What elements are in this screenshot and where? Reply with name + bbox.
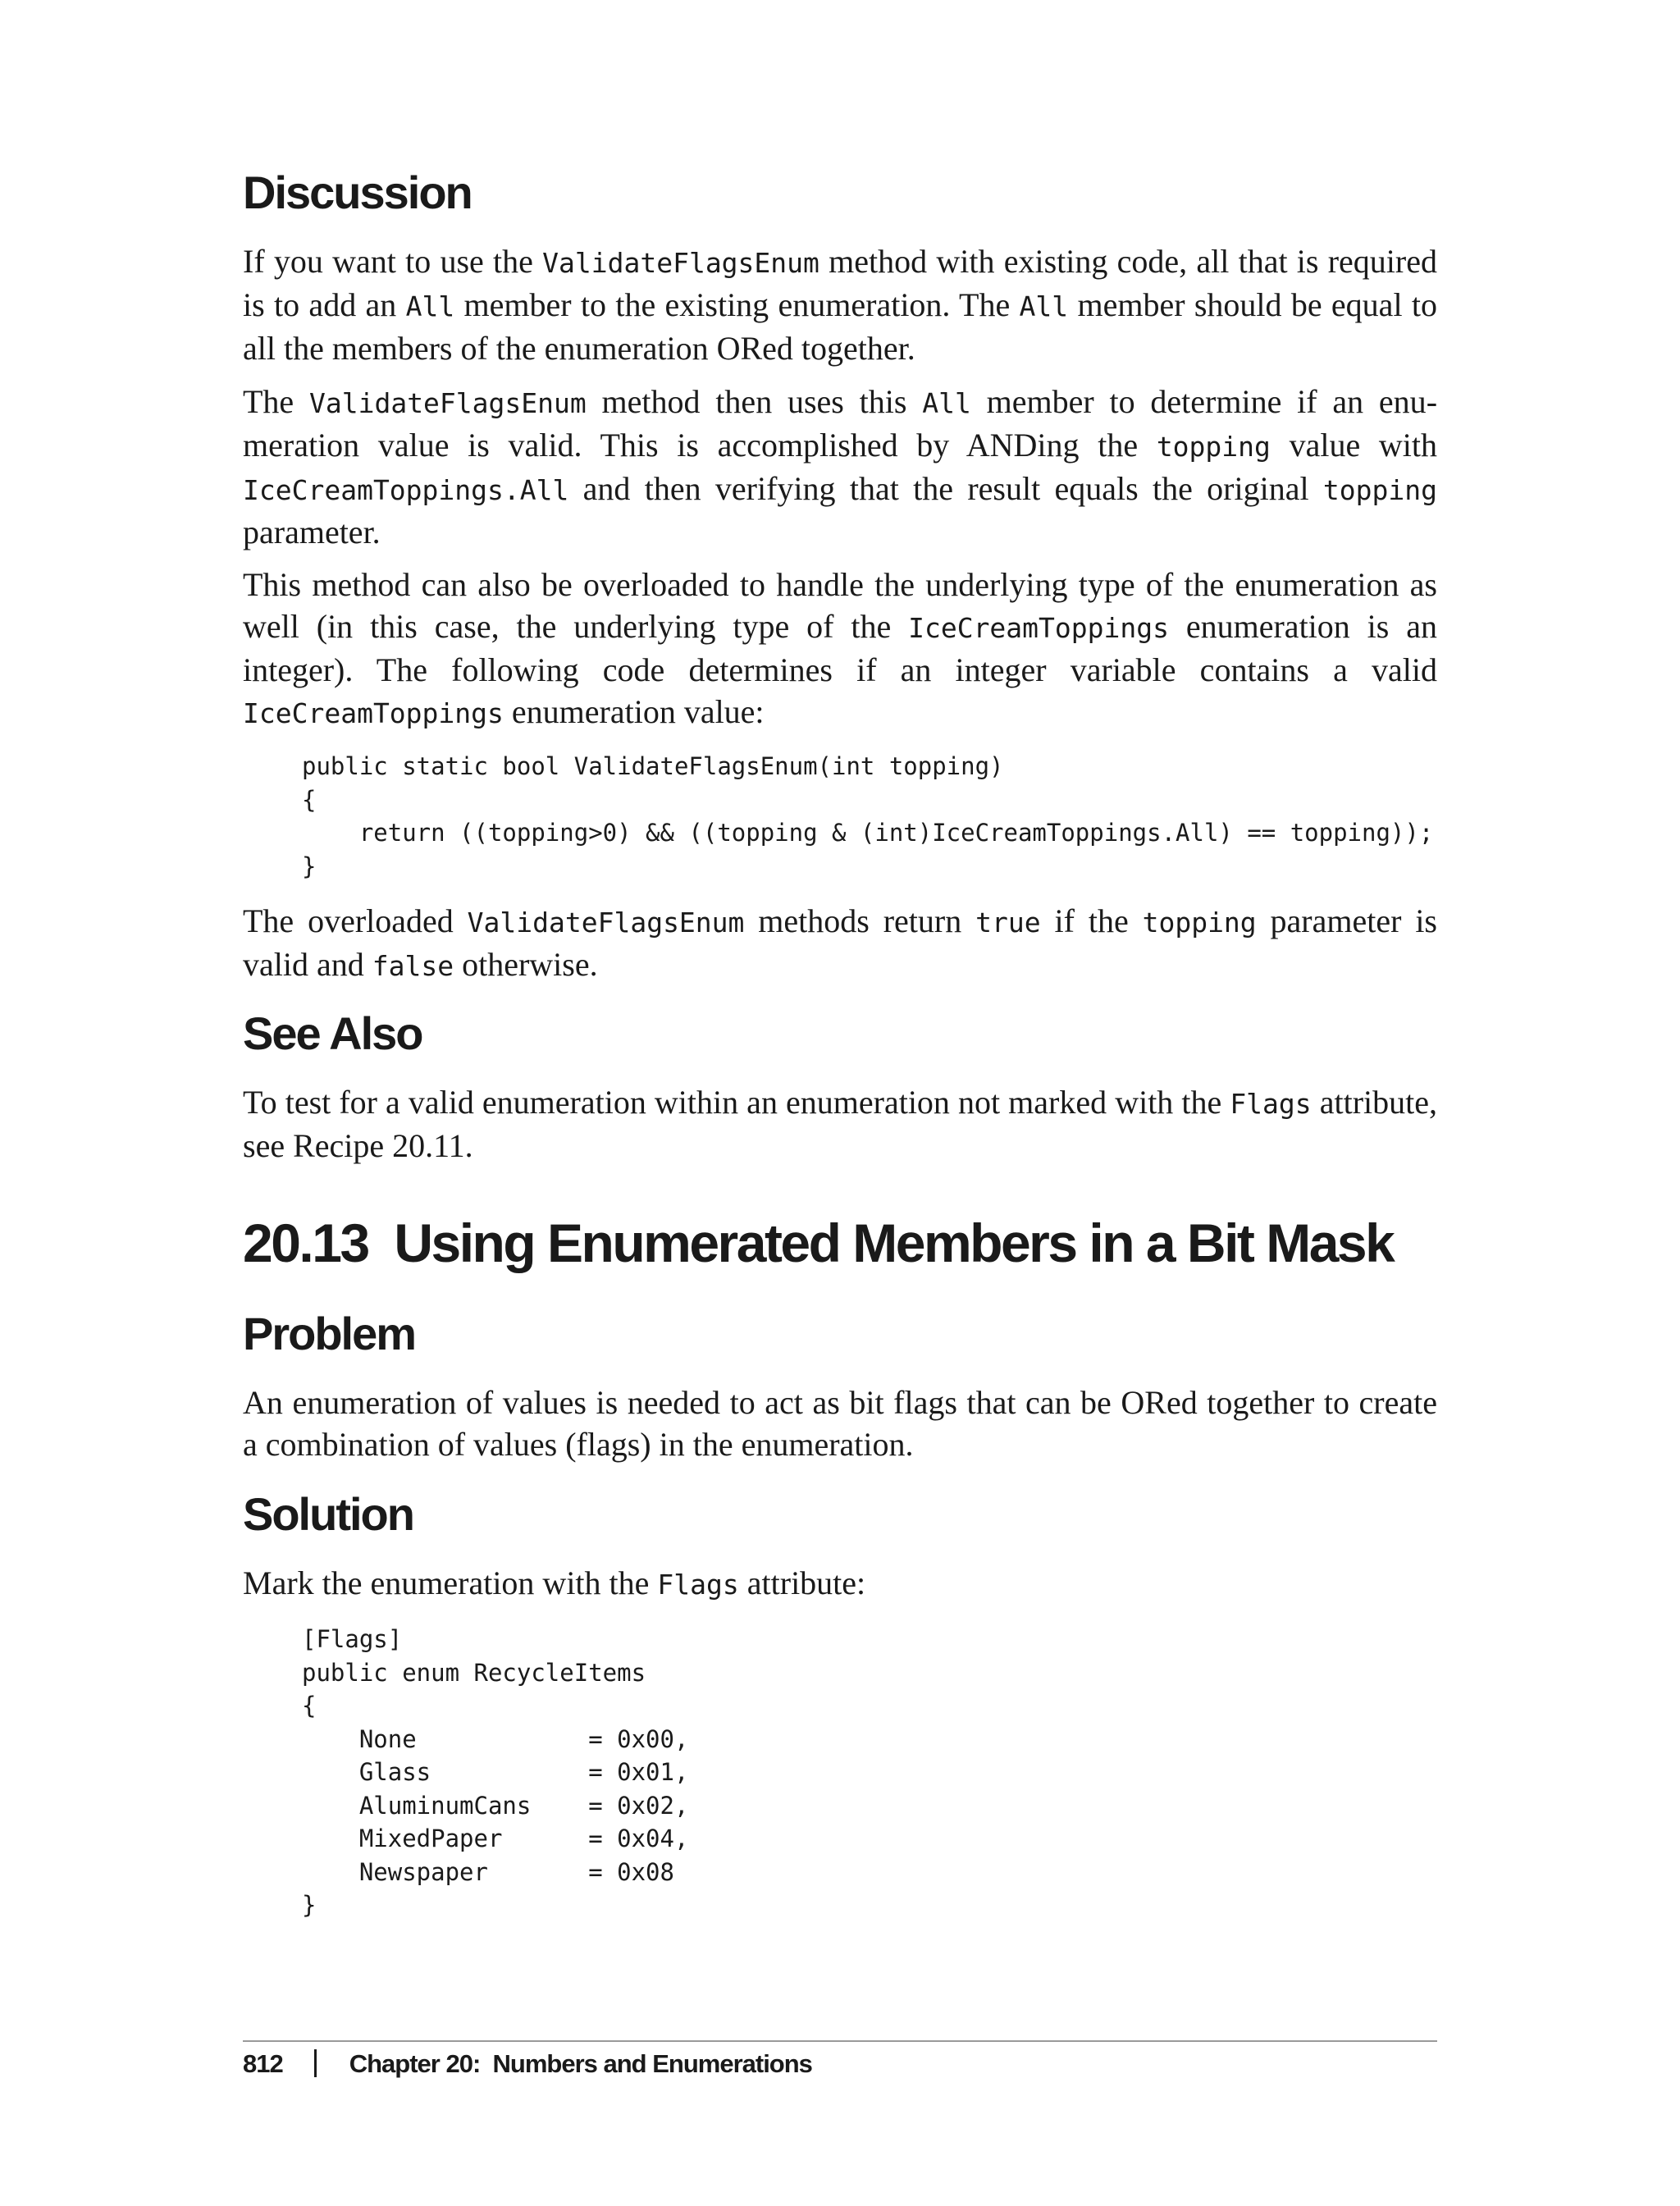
inline-code: All bbox=[922, 387, 971, 419]
inline-code: topping bbox=[1322, 474, 1437, 506]
page-footer bbox=[243, 2049, 812, 2079]
inline-code: ValidateFlagsEnum bbox=[308, 387, 587, 419]
problem-paragraph: An enumeration of values is needed to act as bit flags that can be ORed together to create a combination of values (flags) in the enumeration. bbox=[243, 1384, 1437, 1463]
solution-paragraph: Mark the enumeration with the Flags attribute: bbox=[243, 1564, 866, 1601]
solution-heading: Solution bbox=[243, 1488, 413, 1540]
chapter-title: Chapter 20: Numbers and Enumerations bbox=[349, 2049, 812, 2078]
see-also-paragraph: To test for a valid enumeration within an enumeration not marked with the Flags attribute, see Recipe 20.11. bbox=[243, 1084, 1438, 1164]
inline-code: ValidateFlagsEnum bbox=[542, 247, 819, 279]
inline-code: IceCreamToppings bbox=[908, 612, 1169, 644]
inline-code: true bbox=[975, 907, 1041, 939]
discussion-paragraph-3: This method can also be overloaded to handle the underlying type of the enumeration as well (in this case, the underlying type of the IceCreamToppings enumeration is an integer). The following code determines if an integer variable contains a valid IceCreamToppings enumeration value: bbox=[243, 566, 1437, 730]
inline-code: false bbox=[372, 950, 454, 982]
problem-heading: Problem bbox=[243, 1308, 416, 1359]
see-also-heading: See Also bbox=[243, 1007, 422, 1059]
inline-code: All bbox=[405, 290, 455, 322]
recycle-items-code-block: [Flags] public enum RecycleItems { None = 0x00, Glass = 0x01, AluminumCans = 0x02, MixedPaper = 0x04, Newspaper = 0x08 } bbox=[302, 1625, 689, 1919]
discussion-paragraph-4: The overloaded ValidateFlagsEnum methods return true if the topping parameter is valid and false otherwise. bbox=[243, 902, 1438, 983]
inline-code: All bbox=[1019, 290, 1069, 322]
footer-separator bbox=[314, 2049, 317, 2077]
inline-code: IceCreamToppings bbox=[243, 697, 504, 729]
page-number: 812 bbox=[243, 2049, 283, 2078]
inline-code: IceCreamToppings.All bbox=[243, 474, 569, 506]
footer-rule bbox=[243, 2040, 1437, 2042]
validate-method-code-block: public static bool ValidateFlagsEnum(int topping) { return ((topping>0) && ((topping & (int)IceCreamToppings.All) == topping)); } bbox=[302, 752, 1434, 880]
inline-code: ValidateFlagsEnum bbox=[467, 907, 745, 939]
discussion-paragraph-1: If you want to use the ValidateFlagsEnum method with existing code, all that is required is to add an All member to the existing enumeration. The All member should be equal to all the members of the enumeration ORed together. bbox=[243, 243, 1437, 367]
discussion-paragraph-2: The ValidateFlagsEnum method then uses this All member to determine if an enumeration value is valid. This is accomplished by ANDing the topping value with IceCreamToppings.All and then verifying that the result equals the original topping parameter. bbox=[243, 383, 1438, 550]
inline-code: topping bbox=[1156, 431, 1271, 463]
inline-code: topping bbox=[1142, 907, 1257, 939]
book-page bbox=[243, 0, 1437, 2206]
inline-code: Flags bbox=[657, 1569, 739, 1601]
discussion-heading: Discussion bbox=[243, 167, 472, 218]
section-title: 20.13 Using Enumerated Members in a Bit Mask bbox=[243, 1213, 1394, 1273]
inline-code: Flags bbox=[1230, 1088, 1312, 1120]
